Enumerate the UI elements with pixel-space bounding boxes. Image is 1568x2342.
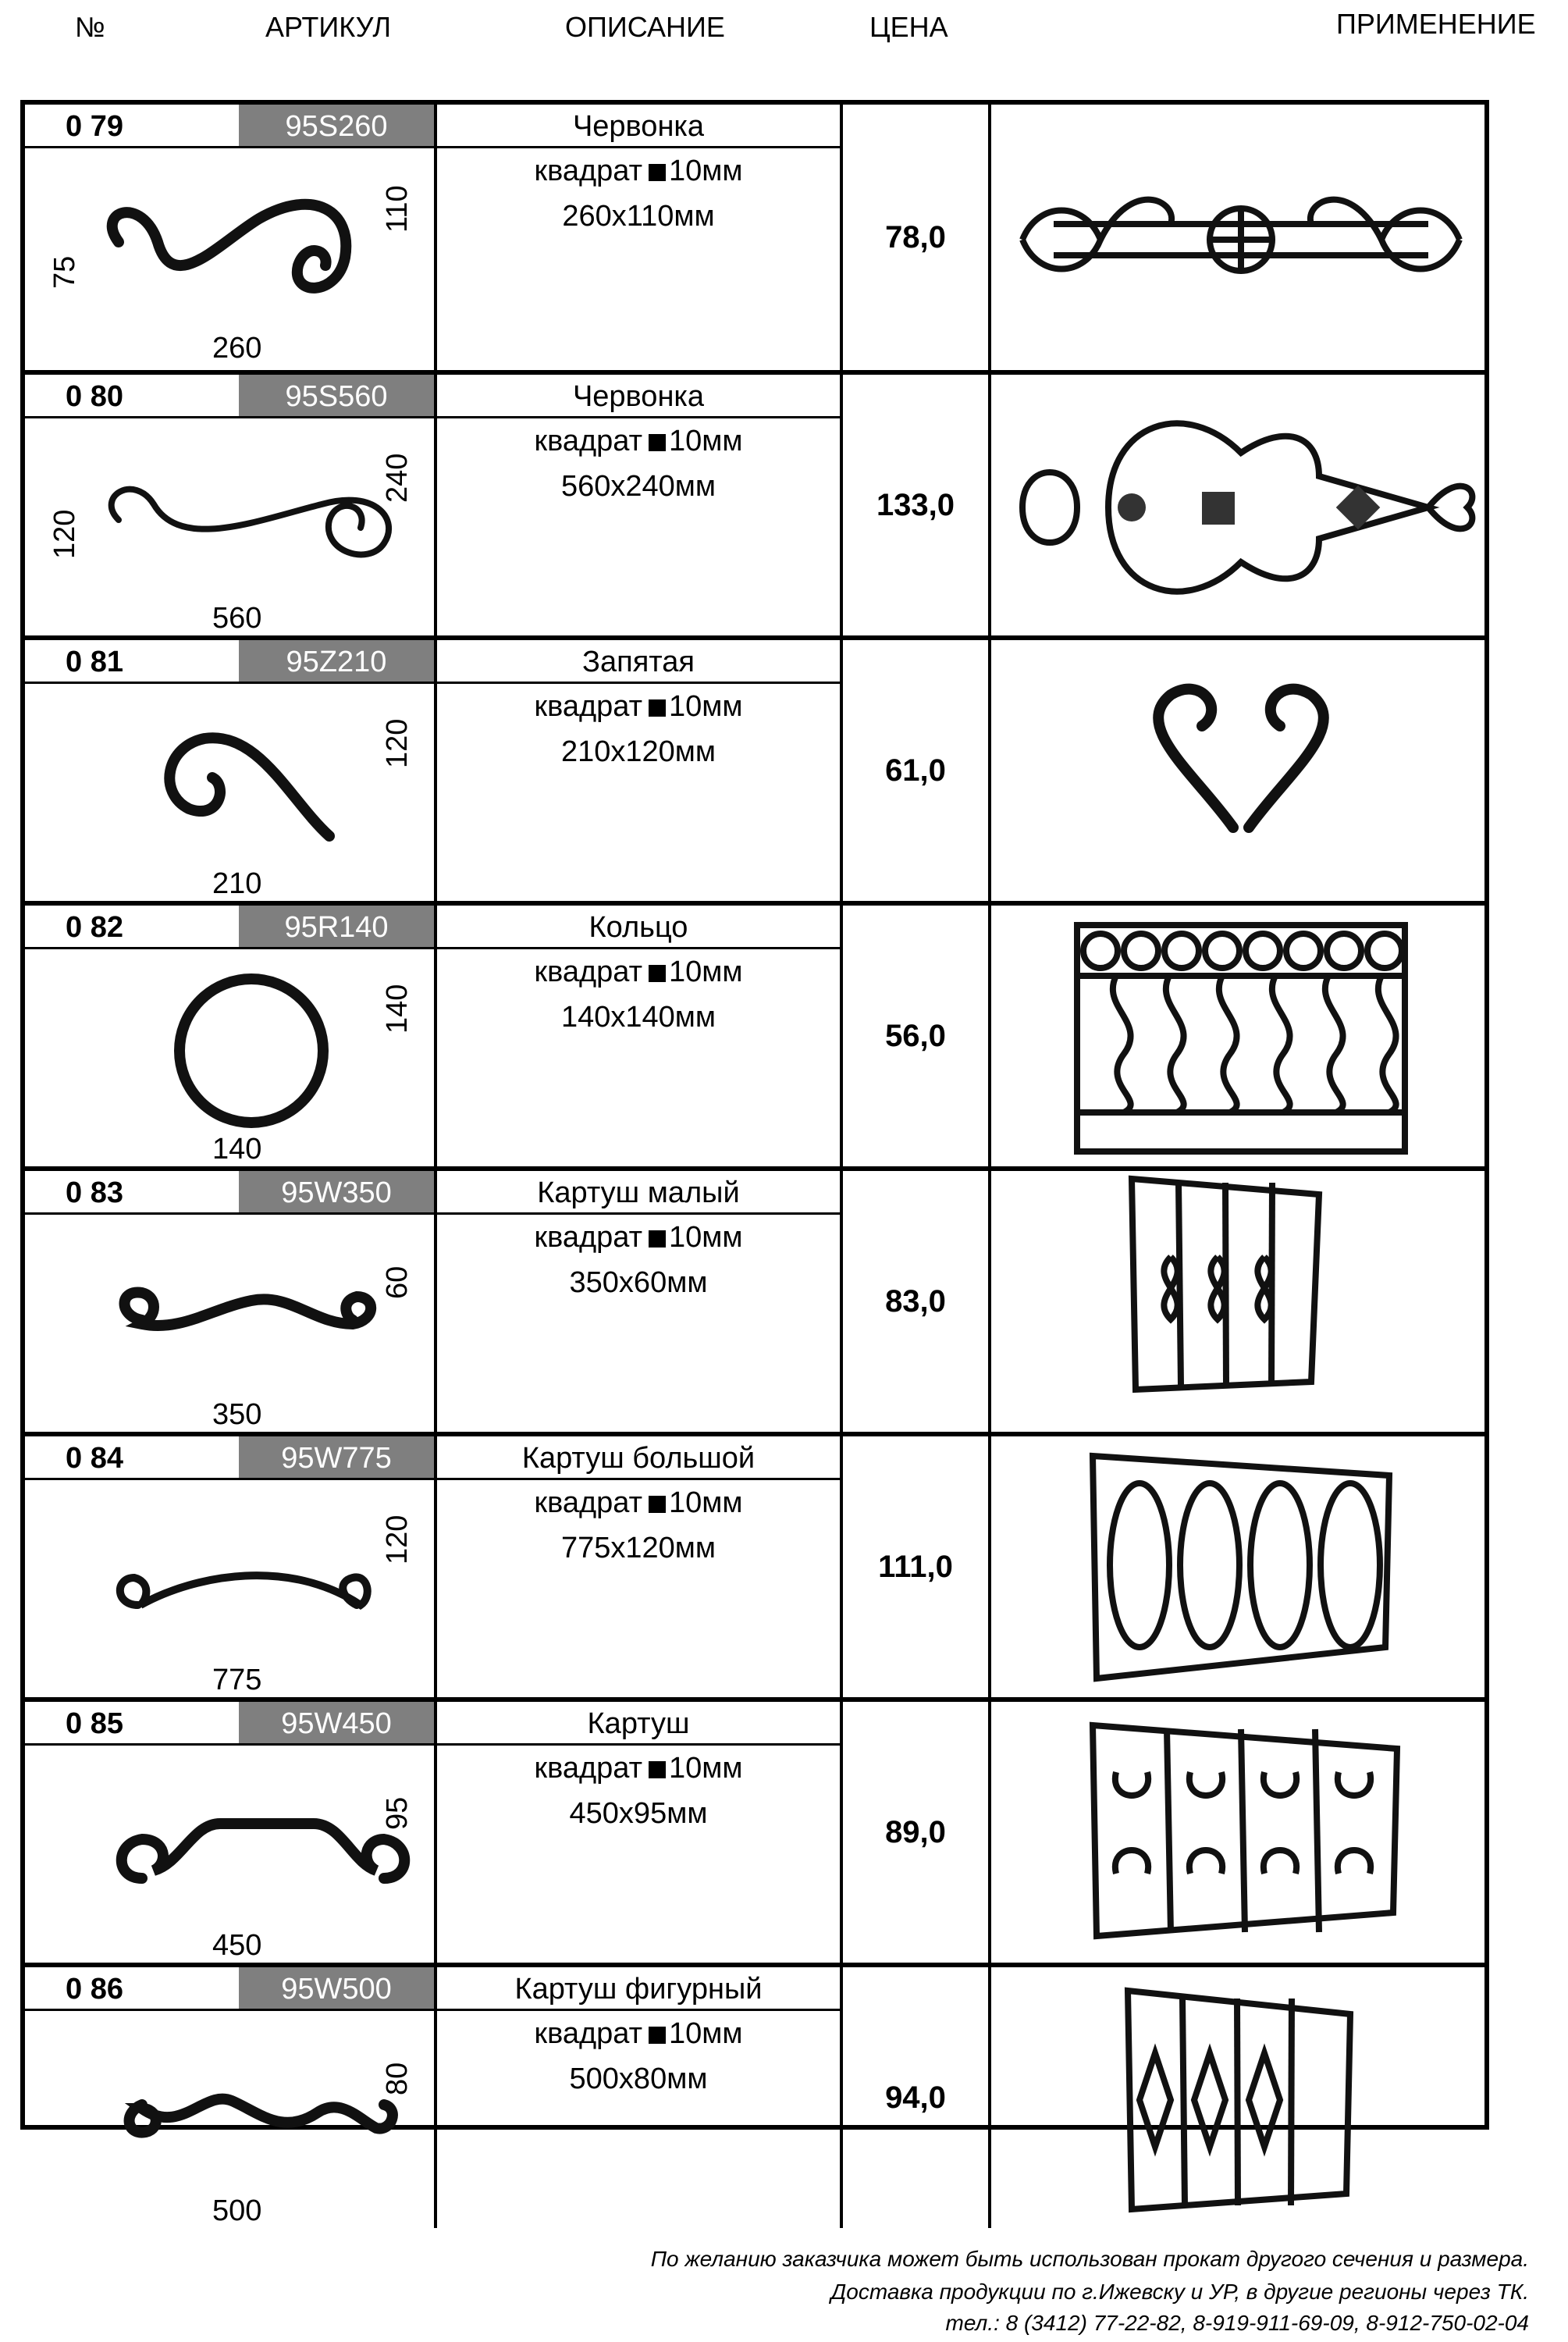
item-size: 210х120мм xyxy=(560,735,716,768)
item-drawing xyxy=(25,1215,434,1436)
header-article: АРТИКУЛ xyxy=(265,11,391,43)
item-application xyxy=(991,375,1484,635)
item-description xyxy=(437,1480,840,1702)
item-name: Картуш xyxy=(437,1702,840,1746)
header-number: № xyxy=(75,11,105,43)
item-section: квадрат 10мм xyxy=(534,425,743,457)
item-name: Картуш большой xyxy=(437,1436,840,1480)
item-number: 0 84 xyxy=(25,1436,239,1480)
dimension-offset: 75 xyxy=(48,255,81,289)
item-description xyxy=(437,684,840,906)
item-section: квадрат 10мм xyxy=(534,1486,743,1519)
item-article: 95S260 xyxy=(239,105,434,148)
item-section: квадрат 10мм xyxy=(534,1221,743,1254)
dimension-height: 80 xyxy=(381,2062,414,2095)
item-size: 140х140мм xyxy=(560,1001,716,1034)
item-price: 78,0 xyxy=(885,219,946,254)
item-article: 95W500 xyxy=(239,1967,434,2011)
square-icon xyxy=(649,1230,666,1248)
dimension-width: 775 xyxy=(212,1664,262,1696)
item-article: 95W350 xyxy=(239,1171,434,1215)
item-application xyxy=(991,1171,1484,1432)
item-price: 61,0 xyxy=(885,753,946,788)
item-section: квадрат 10мм xyxy=(534,1752,743,1785)
item-application xyxy=(991,1436,1484,1697)
item-description xyxy=(437,148,840,370)
dimension-height: 110 xyxy=(381,185,414,233)
dimension-offset: 120 xyxy=(48,509,81,559)
item-number: 0 79 xyxy=(25,105,239,148)
grille-figured-icon xyxy=(991,1967,1484,2228)
item-drawing xyxy=(25,148,434,370)
catalog-row xyxy=(25,1432,1484,1697)
square-icon xyxy=(649,164,666,181)
square-icon xyxy=(649,965,666,982)
grille-small-icon xyxy=(991,1171,1484,1432)
dimension-width: 560 xyxy=(212,602,262,635)
oval-panel-icon xyxy=(991,105,1484,370)
footer-delivery: Доставка продукции по г.Ижевску и УР, в другие регионы через ТК. xyxy=(830,2280,1529,2304)
dimension-height: 140 xyxy=(381,984,414,1034)
item-article: 95W450 xyxy=(239,1702,434,1746)
dimension-height: 60 xyxy=(381,1265,414,1299)
item-article: 95S560 xyxy=(239,375,434,418)
item-name: Картуш фигурный xyxy=(437,1967,840,2011)
catalog-row xyxy=(25,901,1484,1166)
item-section: квадрат 10мм xyxy=(534,2017,743,2050)
catalog-row xyxy=(25,105,1484,370)
item-description xyxy=(437,418,840,640)
item-drawing xyxy=(25,1746,434,1967)
header-price: ЦЕНА xyxy=(869,11,948,43)
item-price: 111,0 xyxy=(878,1549,953,1584)
item-size: 350х60мм xyxy=(569,1266,708,1299)
item-application xyxy=(991,906,1484,1166)
item-application xyxy=(991,640,1484,901)
item-price: 133,0 xyxy=(876,487,955,522)
footer-phones: тел.: 8 (3412) 77-22-82, 8-919-911-69-09, 8-912-750-02-04 xyxy=(945,2311,1529,2335)
heart-panel-icon xyxy=(991,375,1484,635)
item-drawing xyxy=(25,1480,434,1702)
item-name: Червонка xyxy=(437,375,840,418)
square-icon xyxy=(649,434,666,451)
item-size: 500х80мм xyxy=(569,2063,708,2095)
dimension-width: 500 xyxy=(212,2194,262,2227)
item-price: 83,0 xyxy=(885,1283,946,1319)
item-size: 450х95мм xyxy=(569,1797,708,1830)
double-comma-icon xyxy=(991,640,1484,901)
item-application xyxy=(991,1702,1484,1963)
square-icon xyxy=(649,2027,666,2044)
dimension-height: 240 xyxy=(381,453,414,503)
item-price: 56,0 xyxy=(885,1018,946,1053)
item-drawing xyxy=(25,949,434,1171)
item-description xyxy=(437,2011,840,2233)
square-icon xyxy=(649,1761,666,1778)
catalog-table xyxy=(20,100,1489,2227)
item-article: 95W775 xyxy=(239,1436,434,1480)
item-size: 775х120мм xyxy=(560,1532,716,1564)
item-section: квадрат 10мм xyxy=(534,155,743,187)
item-size: 560х240мм xyxy=(560,470,716,503)
item-section: квадрат 10мм xyxy=(534,690,743,723)
header-description: ОПИСАНИЕ xyxy=(565,11,725,43)
item-description xyxy=(437,949,840,1171)
catalog-row xyxy=(25,635,1484,901)
item-number: 0 83 xyxy=(25,1171,239,1215)
footer-note: По желанию заказчика может быть использован прокат другого сечения и размера. xyxy=(650,2247,1529,2271)
catalog-row xyxy=(25,370,1484,635)
item-drawing xyxy=(25,418,434,640)
item-article: 95Z210 xyxy=(239,640,434,684)
item-number: 0 82 xyxy=(25,906,239,949)
square-icon xyxy=(649,699,666,717)
grille-large-icon xyxy=(991,1436,1484,1697)
item-name: Картуш малый xyxy=(437,1171,840,1215)
dimension-width: 350 xyxy=(212,1398,262,1431)
dimension-height: 95 xyxy=(381,1796,414,1830)
item-description xyxy=(437,1746,840,1967)
item-article: 95R140 xyxy=(239,906,434,949)
item-price: 94,0 xyxy=(885,2080,946,2115)
item-number: 0 85 xyxy=(25,1702,239,1746)
header-application: ПРИМЕНЕНИЕ xyxy=(1336,8,1536,40)
dimension-height: 120 xyxy=(381,1514,414,1564)
catalog-row xyxy=(25,1963,1484,2228)
dimension-width: 140 xyxy=(212,1133,262,1166)
dimension-width: 450 xyxy=(212,1929,262,1962)
item-drawing xyxy=(25,684,434,906)
catalog-row xyxy=(25,1697,1484,1963)
dimension-width: 260 xyxy=(212,332,262,365)
ring-fence-icon xyxy=(991,906,1484,1166)
grille-bracket-icon xyxy=(991,1702,1484,1963)
item-name: Кольцо xyxy=(437,906,840,949)
item-section: квадрат 10мм xyxy=(534,956,743,988)
item-price: 89,0 xyxy=(885,1814,946,1849)
item-application xyxy=(991,105,1484,370)
dimension-height: 120 xyxy=(381,718,414,768)
item-number: 0 81 xyxy=(25,640,239,684)
item-description xyxy=(437,1215,840,1436)
item-size: 260х110мм xyxy=(562,200,715,233)
catalog-row xyxy=(25,1166,1484,1432)
item-application xyxy=(991,1967,1484,2228)
item-number: 0 80 xyxy=(25,375,239,418)
square-icon xyxy=(649,1496,666,1513)
item-number: 0 86 xyxy=(25,1967,239,2011)
item-name: Червонка xyxy=(437,105,840,148)
item-drawing xyxy=(25,2011,434,2233)
item-name: Запятая xyxy=(437,640,840,684)
dimension-width: 210 xyxy=(212,867,262,900)
